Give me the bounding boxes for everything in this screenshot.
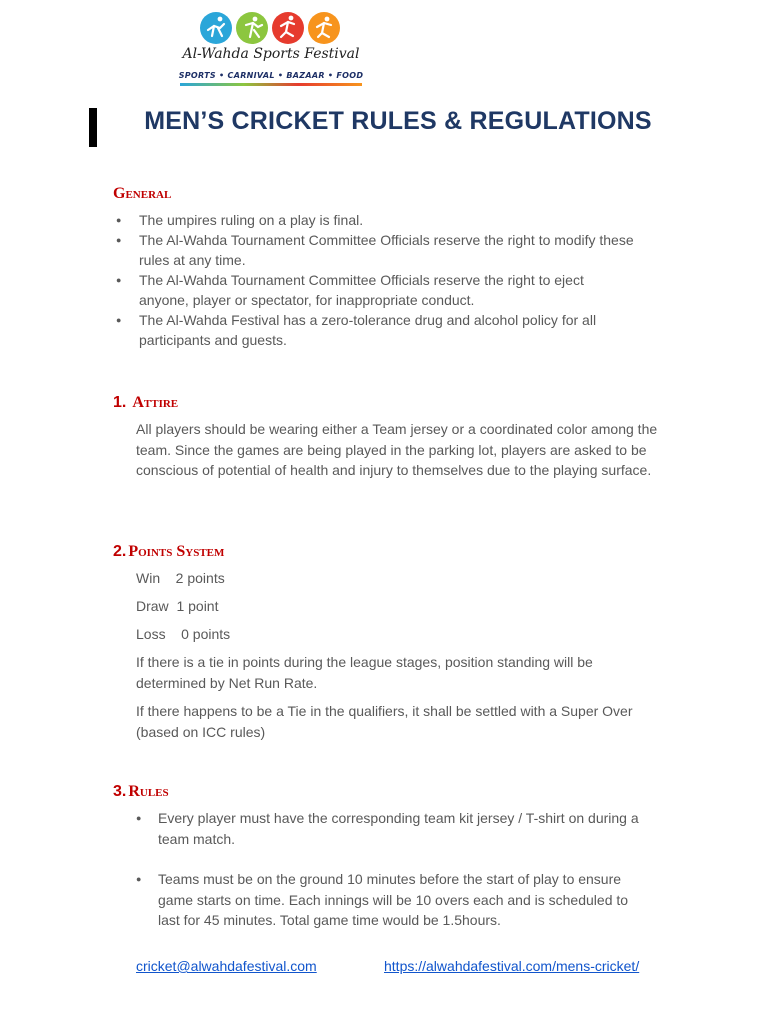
tie-qualifiers-text: If there happens to be a Tie in the qualifiers, it shall be settled with a Super Over (based on ICC rules) [136, 703, 633, 740]
website-link[interactable]: https://alwahdafestival.com/mens-cricket/ [384, 958, 640, 974]
festival-logo [178, 8, 364, 88]
points-heading [113, 543, 224, 561]
logo-color-rule [180, 83, 362, 86]
rules-heading [113, 783, 169, 801]
attire-heading [113, 394, 178, 412]
title-accent-bar [89, 108, 97, 147]
logo-tagline: SPORTS • CARNIVAL • BAZAAR • FOOD [178, 71, 364, 80]
page-title: MEN’S CRICKET RULES & REGULATIONS [144, 107, 652, 135]
section-number: 2. [113, 543, 127, 560]
section-number: 3. [113, 783, 127, 800]
list-item: ● The Al-Wahda Tournament Committee Officials reserve the right to eject anyone, player or spectator, for inappropriate conduct. [114, 270, 634, 310]
points-loss: Loss 0 points [136, 626, 231, 642]
athlete-circles-icon [178, 8, 364, 48]
points-win: Win 2 points [136, 570, 225, 586]
tie-league-text: If there is a tie in points during the league stages, position standing will be determined by Net Run Rate. [136, 654, 593, 691]
rules-list [136, 808, 660, 931]
attire-text: All players should be wearing either a Team jersey or a coordinated color among the team. Since the games are being played in the parking lot, players are asked to be conscious of potential of health and injury to themselves due to the playing surface. [136, 421, 658, 478]
section-title: Attire [132, 394, 179, 411]
list-item: ● Teams must be on the ground 10 minutes before the start of play to ensure game starts on time. Each innings will be 10 overs each and is scheduled to last for 45 minutes. Total game time would be 1.5hours. [136, 869, 650, 931]
logo-wordmark: Al-Wahda Sports Festival [182, 46, 360, 62]
list-item: ● Every player must have the corresponding team kit jersey / T-shirt on during a team match. [136, 808, 650, 849]
list-item: ● The umpires ruling on a play is final. [114, 210, 634, 230]
email-link[interactable]: cricket@alwahdafestival.com [136, 958, 317, 974]
list-item: ● The Al-Wahda Festival has a zero-tolerance drug and alcohol policy for all participants and guests. [114, 310, 634, 350]
points-draw: Draw 1 point [136, 598, 219, 614]
general-list [114, 210, 634, 350]
section-number: 1. [113, 394, 127, 411]
general-heading: General [113, 185, 172, 202]
section-title: Points System [128, 543, 225, 560]
section-title: Rules [128, 783, 169, 800]
list-item: ● The Al-Wahda Tournament Committee Officials reserve the right to modify these rules at any time. [114, 230, 634, 270]
